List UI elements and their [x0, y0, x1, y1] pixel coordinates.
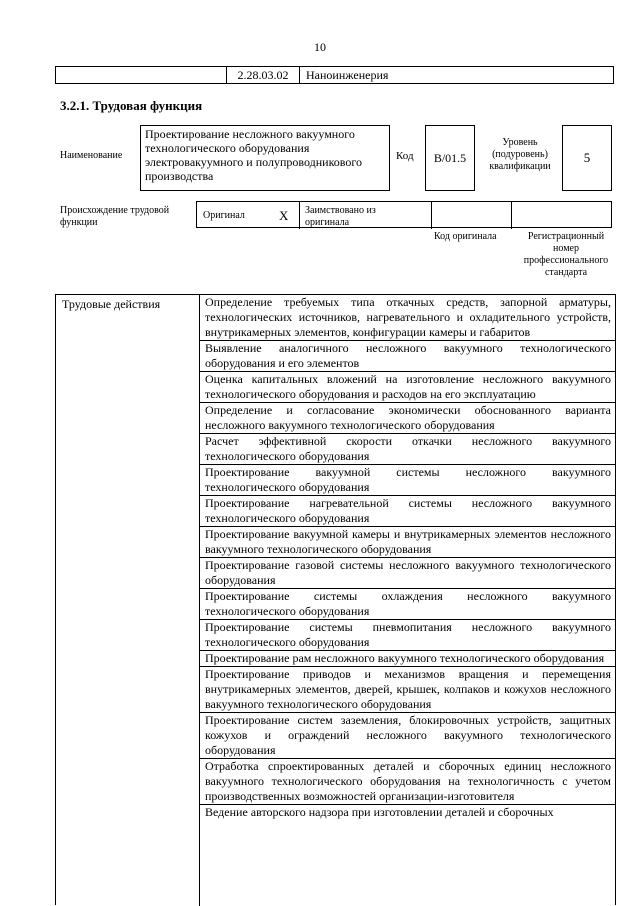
action-row: Проектирование системы охлаждения несложного вакуумного технологического оборудования [200, 589, 615, 620]
origin-label: Происхождение трудовой функции [60, 205, 170, 228]
origin-row [196, 201, 612, 228]
function-code-box: B/01.5 [425, 125, 475, 191]
function-name-box: Проектирование несложного вакуумного технологического оборудования электровакуумного и полупроводникового производства [140, 125, 390, 191]
action-row: Проектирование рам несложного вакуумного технологического оборудования [200, 651, 615, 667]
section-title: 3.2.1. Трудовая функция [60, 98, 203, 113]
action-row: Выявление аналогичного несложного вакуумного технологического оборудования и его элементов [200, 341, 615, 372]
origin-divider [431, 202, 432, 229]
qualification-level-box: 5 [562, 125, 612, 191]
action-row: Проектирование систем заземления, блокировочных устройств, защитных кожухов и ограждений несложного вакуумного технологического оборудования [200, 713, 615, 759]
page-number: 10 [314, 40, 326, 54]
action-row: Расчет эффективной скорости откачки несложного вакуумного технологического оборудования [200, 434, 615, 465]
specialty-name: Наноинженерия [306, 68, 389, 82]
labor-actions-label: Трудовые действия [62, 297, 161, 311]
borrowed-label: Заимствовано из оригинала [305, 205, 376, 228]
origin-divider [299, 202, 300, 229]
action-row: Отработка спроектированных деталей и сборочных единиц несложного вакуумного технологического оборудования на технологичность с учетом производственных возможностей организации-изготовителя [200, 759, 615, 805]
specialty-code: 2.28.03.02 [226, 67, 300, 83]
action-row: Проектирование вакуумной камеры и внутрикамерных элементов несложного вакуумного технологического оборудования [200, 527, 615, 558]
action-row: Проектирование приводов и механизмов вращения и перемещения внутрикамерных элементов, дверей, крышек, колпаков и кожухов несложного вакуумного технологического оборудования [200, 667, 615, 713]
action-row: Определение и согласование экономически обоснованного варианта несложного вакуумного технологического оборудования [200, 403, 615, 434]
actions-list [200, 295, 615, 820]
code-strip [55, 66, 614, 84]
code-label: Код [396, 150, 414, 162]
name-label: Наименование [60, 150, 123, 161]
action-row: Оценка капитальных вложений на изготовление несложного вакуумного технологического оборудования и расходов на его эксплуатацию [200, 372, 615, 403]
labor-actions-table [55, 294, 616, 905]
action-row: Определение требуемых типа откачных средств, запорной арматуры, технологических источников, нагревательного и охладительного устройств, внутрикамерных элементов, конфигурации камеры и габаритов [200, 295, 615, 341]
action-row: Проектирование системы пневмопитания несложного вакуумного технологического оборудования [200, 620, 615, 651]
origin-divider [511, 202, 512, 229]
original-label: Оригинал [203, 210, 245, 221]
action-row: Проектирование нагревательной системы несложного вакуумного технологического оборудования [200, 496, 615, 527]
action-row: Проектирование газовой системы несложного вакуумного технологического оборудования [200, 558, 615, 589]
qualification-level-label: Уровень (подуровень) квалификации [489, 137, 551, 172]
action-row: Ведение авторского надзора при изготовлении деталей и сборочных [205, 805, 554, 819]
action-row: Проектирование вакуумной системы несложного вакуумного технологического оборудования [200, 465, 615, 496]
registration-number-label: Регистрационный номер профессионального стандарта [523, 231, 609, 278]
original-check-mark: X [279, 208, 289, 223]
original-code-label: Код оригинала [434, 231, 497, 242]
